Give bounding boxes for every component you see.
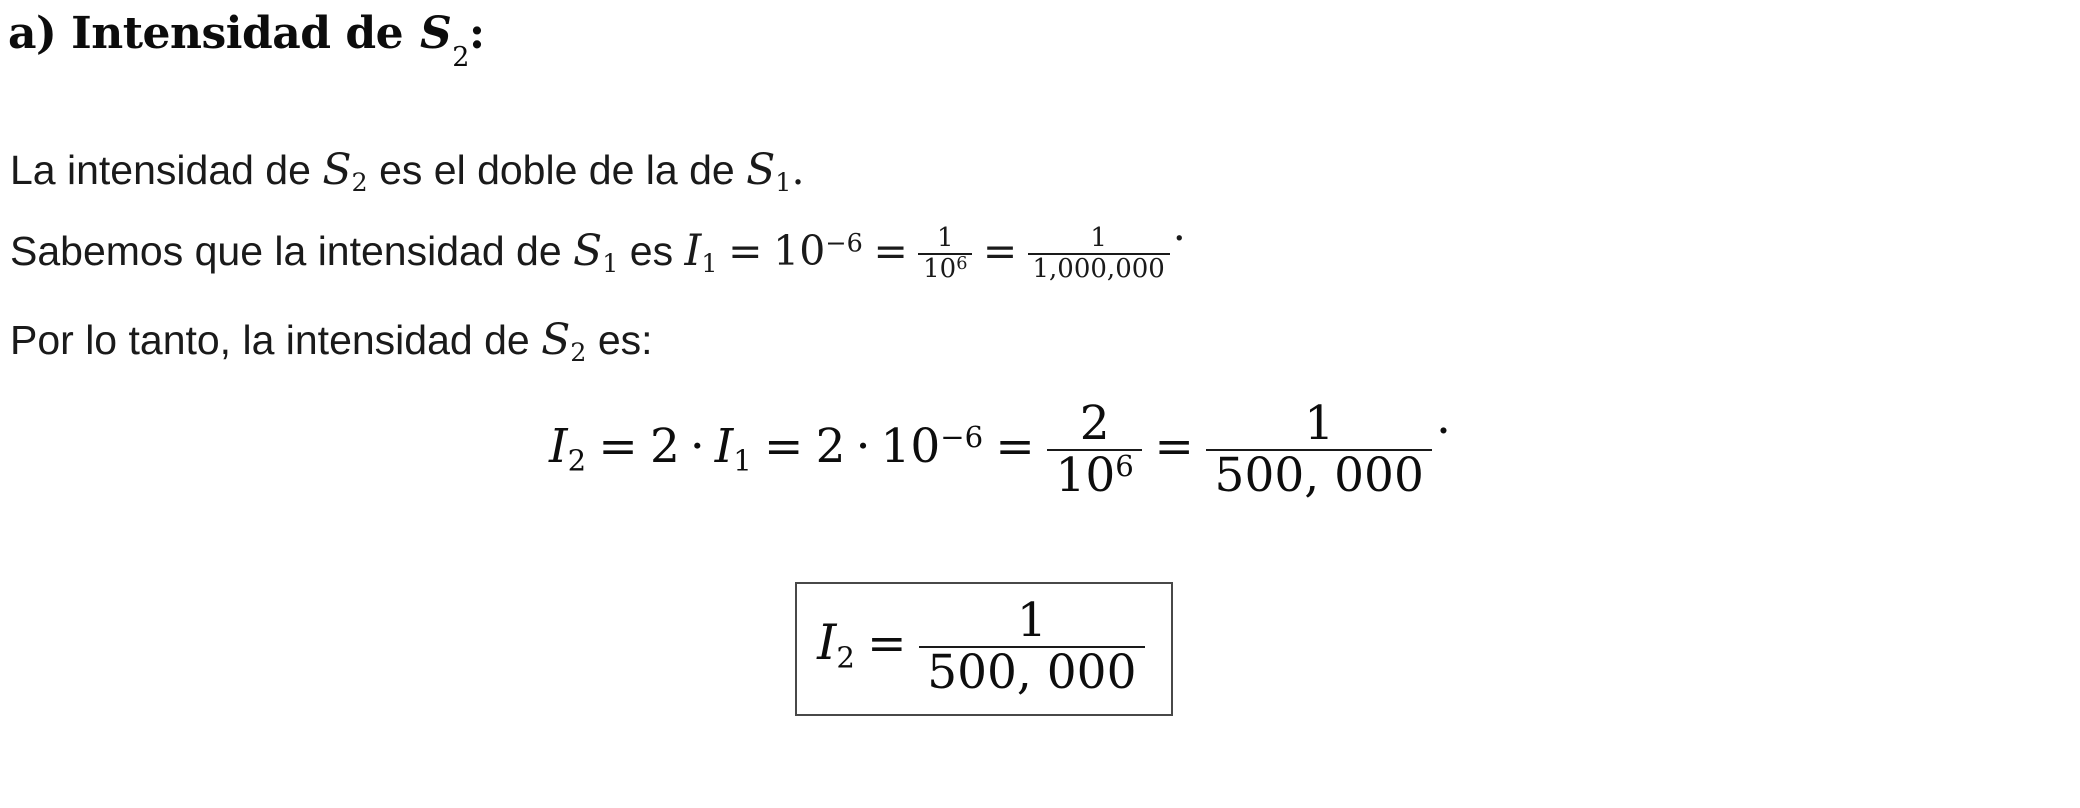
denominator-exponent: 6 <box>1115 448 1134 483</box>
paragraph-2 <box>10 201 1186 285</box>
number: 2 <box>649 419 680 475</box>
fraction-denominator: 500, 000 <box>919 646 1145 698</box>
paragraph-3 <box>10 315 653 368</box>
math-subscript: 1 <box>701 248 718 279</box>
math-subscript: 1 <box>733 443 752 478</box>
number: 2 <box>815 419 846 475</box>
math-var-S: S <box>322 145 352 195</box>
fraction-numerator: 1 <box>1304 396 1335 451</box>
equals-sign: = <box>995 419 1035 475</box>
fraction-numerator: 1 <box>1016 593 1047 648</box>
fraction-denominator: 500, 000 <box>1206 449 1432 501</box>
math-subscript: 2 <box>567 443 587 478</box>
text: La intensidad de <box>10 147 323 193</box>
math-var-S: S <box>419 8 452 59</box>
math-var-S: S <box>541 315 571 365</box>
math-subscript: 2 <box>452 42 469 73</box>
math-var-I: I <box>817 614 837 672</box>
text: es el doble de la de <box>367 147 747 193</box>
dot-operator: ⋅ <box>854 419 872 475</box>
exponent: −6 <box>825 227 863 258</box>
paragraph-1 <box>10 145 805 198</box>
fraction <box>919 593 1145 700</box>
denominator-exponent: 6 <box>956 254 968 275</box>
fraction <box>1028 224 1170 284</box>
math-var-I: I <box>684 225 702 276</box>
equals-sign: = <box>1154 419 1194 475</box>
fraction-numerator: 1 <box>937 223 954 253</box>
math-var-I: I <box>714 419 734 475</box>
fraction <box>918 224 972 284</box>
result-box <box>795 582 1173 716</box>
math-subscript: 2 <box>351 167 368 198</box>
math-var-S: S <box>573 225 603 276</box>
denominator-base: 10 <box>1055 447 1116 503</box>
dot-operator: ⋅ <box>689 419 706 475</box>
text: es <box>618 227 685 274</box>
text: es: <box>586 317 653 363</box>
math-subscript: 1 <box>775 167 792 198</box>
equals-sign: = <box>598 419 638 475</box>
period: . <box>1172 201 1186 250</box>
exponent: −6 <box>940 420 984 455</box>
power-base: 10 <box>773 226 826 275</box>
equals-sign: = <box>867 616 907 672</box>
math-subscript: 2 <box>836 640 855 675</box>
fraction <box>1206 396 1432 503</box>
heading-text: a) Intensidad de <box>8 8 418 59</box>
equals-sign: = <box>764 419 804 475</box>
period: . <box>791 146 805 194</box>
power-base: 10 <box>880 419 941 475</box>
text: Por lo tanto, la intensidad de <box>10 317 542 363</box>
math-var-I: I <box>549 419 568 475</box>
section-heading <box>8 8 485 73</box>
heading-colon: : <box>468 8 485 59</box>
fraction-numerator: 2 <box>1079 396 1110 451</box>
display-equation <box>0 390 2000 503</box>
fraction <box>1047 396 1142 503</box>
math-subscript: 2 <box>570 337 587 368</box>
fraction-numerator: 1 <box>1090 223 1107 253</box>
boxed-equation-row <box>0 582 1968 716</box>
period: . <box>1436 390 1451 446</box>
equals-sign: = <box>873 226 908 275</box>
denominator-base: 10 <box>923 254 957 285</box>
fraction-denominator <box>1047 449 1142 501</box>
fraction-denominator <box>918 253 972 284</box>
fraction-denominator: 1,000,000 <box>1028 253 1170 284</box>
math-subscript: 1 <box>602 248 619 279</box>
math-var-S: S <box>746 145 776 195</box>
text: Sabemos que la intensidad de <box>10 227 574 274</box>
equals-sign: = <box>728 226 763 275</box>
equals-sign: = <box>982 226 1018 275</box>
